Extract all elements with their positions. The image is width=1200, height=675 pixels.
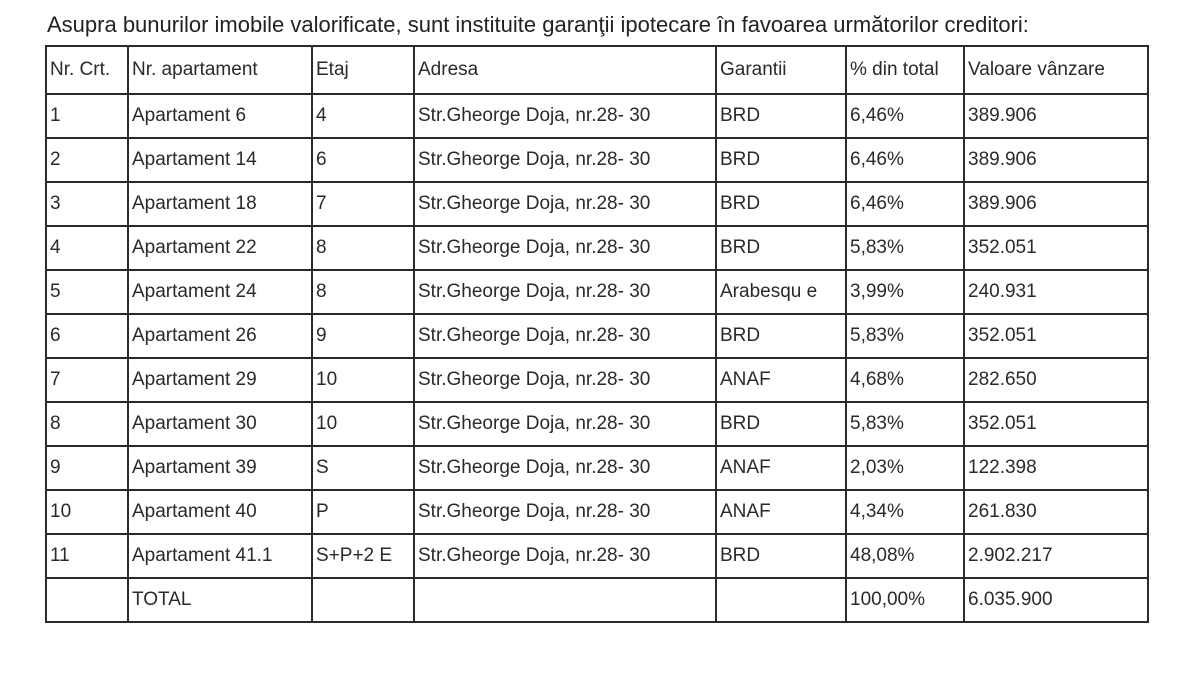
cell-etaj: 8	[312, 226, 414, 270]
cell-valoare: 2.902.217	[964, 534, 1148, 578]
cell-adresa: Str.Gheorge Doja, nr.28- 30	[414, 270, 716, 314]
cell-valoare: 389.906	[964, 94, 1148, 138]
cell-etaj: S	[312, 446, 414, 490]
cell-adresa: Str.Gheorge Doja, nr.28- 30	[414, 94, 716, 138]
page-heading: Asupra bunurilor imobile valorificate, sunt instituite garanţii ipotecare în favoarea următorilor creditori:	[47, 12, 1029, 37]
cell-apartament: Apartament 6	[128, 94, 312, 138]
cell-garantii: BRD	[716, 226, 846, 270]
cell-nr-crt: 3	[46, 182, 128, 226]
cell-valoare: 261.830	[964, 490, 1148, 534]
cell-apartament: Apartament 18	[128, 182, 312, 226]
cell-adresa: Str.Gheorge Doja, nr.28- 30	[414, 490, 716, 534]
cell-nr-crt: 1	[46, 94, 128, 138]
cell-percent: 2,03%	[846, 446, 964, 490]
cell-etaj: 8	[312, 270, 414, 314]
total-valoare: 6.035.900	[964, 578, 1148, 622]
cell-adresa: Str.Gheorge Doja, nr.28- 30	[414, 226, 716, 270]
table-row	[46, 226, 1148, 270]
cell-nr-crt: 6	[46, 314, 128, 358]
table-row	[46, 358, 1148, 402]
header-nr-apartament: Nr. apartament	[128, 46, 312, 94]
cell-nr-crt: 2	[46, 138, 128, 182]
header-etaj: Etaj	[312, 46, 414, 94]
header-garantii: Garantii	[716, 46, 846, 94]
cell-apartament: Apartament 24	[128, 270, 312, 314]
cell-apartament: Apartament 39	[128, 446, 312, 490]
cell-valoare: 122.398	[964, 446, 1148, 490]
table-row	[46, 490, 1148, 534]
cell-garantii	[716, 578, 846, 622]
cell-adresa: Str.Gheorge Doja, nr.28- 30	[414, 314, 716, 358]
cell-apartament: Apartament 14	[128, 138, 312, 182]
cell-valoare: 389.906	[964, 138, 1148, 182]
cell-garantii: ANAF	[716, 446, 846, 490]
total-percent: 100,00%	[846, 578, 964, 622]
cell-percent: 3,99%	[846, 270, 964, 314]
cell-percent: 5,83%	[846, 314, 964, 358]
cell-adresa	[414, 578, 716, 622]
cell-nr-crt: 11	[46, 534, 128, 578]
cell-garantii: ANAF	[716, 358, 846, 402]
cell-percent: 4,68%	[846, 358, 964, 402]
table-row	[46, 402, 1148, 446]
table-row	[46, 446, 1148, 490]
cell-percent: 48,08%	[846, 534, 964, 578]
cell-percent: 6,46%	[846, 94, 964, 138]
cell-valoare: 389.906	[964, 182, 1148, 226]
cell-etaj: S+P+2 E	[312, 534, 414, 578]
cell-etaj: P	[312, 490, 414, 534]
header-valoare-vanzare: Valoare vânzare	[964, 46, 1148, 94]
cell-garantii: BRD	[716, 94, 846, 138]
cell-nr-crt: 8	[46, 402, 128, 446]
cell-adresa: Str.Gheorge Doja, nr.28- 30	[414, 534, 716, 578]
cell-etaj	[312, 578, 414, 622]
cell-etaj: 10	[312, 358, 414, 402]
cell-valoare: 352.051	[964, 314, 1148, 358]
cell-apartament: Apartament 30	[128, 402, 312, 446]
cell-nr-crt: 10	[46, 490, 128, 534]
cell-garantii: BRD	[716, 402, 846, 446]
cell-valoare: 240.931	[964, 270, 1148, 314]
header-nr-crt: Nr. Crt.	[46, 46, 128, 94]
cell-adresa: Str.Gheorge Doja, nr.28- 30	[414, 182, 716, 226]
cell-etaj: 4	[312, 94, 414, 138]
table-row	[46, 270, 1148, 314]
cell-adresa: Str.Gheorge Doja, nr.28- 30	[414, 402, 716, 446]
table-row	[46, 94, 1148, 138]
table-header	[46, 46, 1148, 94]
cell-etaj: 6	[312, 138, 414, 182]
cell-garantii: BRD	[716, 314, 846, 358]
cell-garantii: BRD	[716, 182, 846, 226]
cell-percent: 4,34%	[846, 490, 964, 534]
cell-garantii: Arabesqu e	[716, 270, 846, 314]
cell-apartament: Apartament 40	[128, 490, 312, 534]
cell-nr-crt: 9	[46, 446, 128, 490]
cell-apartament: Apartament 41.1	[128, 534, 312, 578]
header-adresa: Adresa	[414, 46, 716, 94]
cell-garantii: ANAF	[716, 490, 846, 534]
cell-percent: 5,83%	[846, 226, 964, 270]
cell-valoare: 282.650	[964, 358, 1148, 402]
cell-etaj: 9	[312, 314, 414, 358]
table-row	[46, 182, 1148, 226]
cell-adresa: Str.Gheorge Doja, nr.28- 30	[414, 446, 716, 490]
cell-nr-crt: 7	[46, 358, 128, 402]
total-label: TOTAL	[128, 578, 312, 622]
cell-etaj: 10	[312, 402, 414, 446]
cell-adresa: Str.Gheorge Doja, nr.28- 30	[414, 138, 716, 182]
cell-percent: 5,83%	[846, 402, 964, 446]
cell-garantii: BRD	[716, 138, 846, 182]
table-row	[46, 138, 1148, 182]
cell-adresa: Str.Gheorge Doja, nr.28- 30	[414, 358, 716, 402]
guarantees-table	[45, 45, 1149, 623]
cell-apartament: Apartament 22	[128, 226, 312, 270]
cell-nr-crt: 4	[46, 226, 128, 270]
cell-nr-crt: 5	[46, 270, 128, 314]
table-row	[46, 534, 1148, 578]
cell-nr-crt	[46, 578, 128, 622]
cell-valoare: 352.051	[964, 226, 1148, 270]
cell-etaj: 7	[312, 182, 414, 226]
cell-garantii: BRD	[716, 534, 846, 578]
table-row	[46, 314, 1148, 358]
cell-apartament: Apartament 29	[128, 358, 312, 402]
cell-percent: 6,46%	[846, 138, 964, 182]
cell-valoare: 352.051	[964, 402, 1148, 446]
header-row	[46, 46, 1148, 94]
table-body	[46, 94, 1148, 622]
header-percent-total: % din total	[846, 46, 964, 94]
cell-percent: 6,46%	[846, 182, 964, 226]
cell-apartament: Apartament 26	[128, 314, 312, 358]
total-row	[46, 578, 1148, 622]
